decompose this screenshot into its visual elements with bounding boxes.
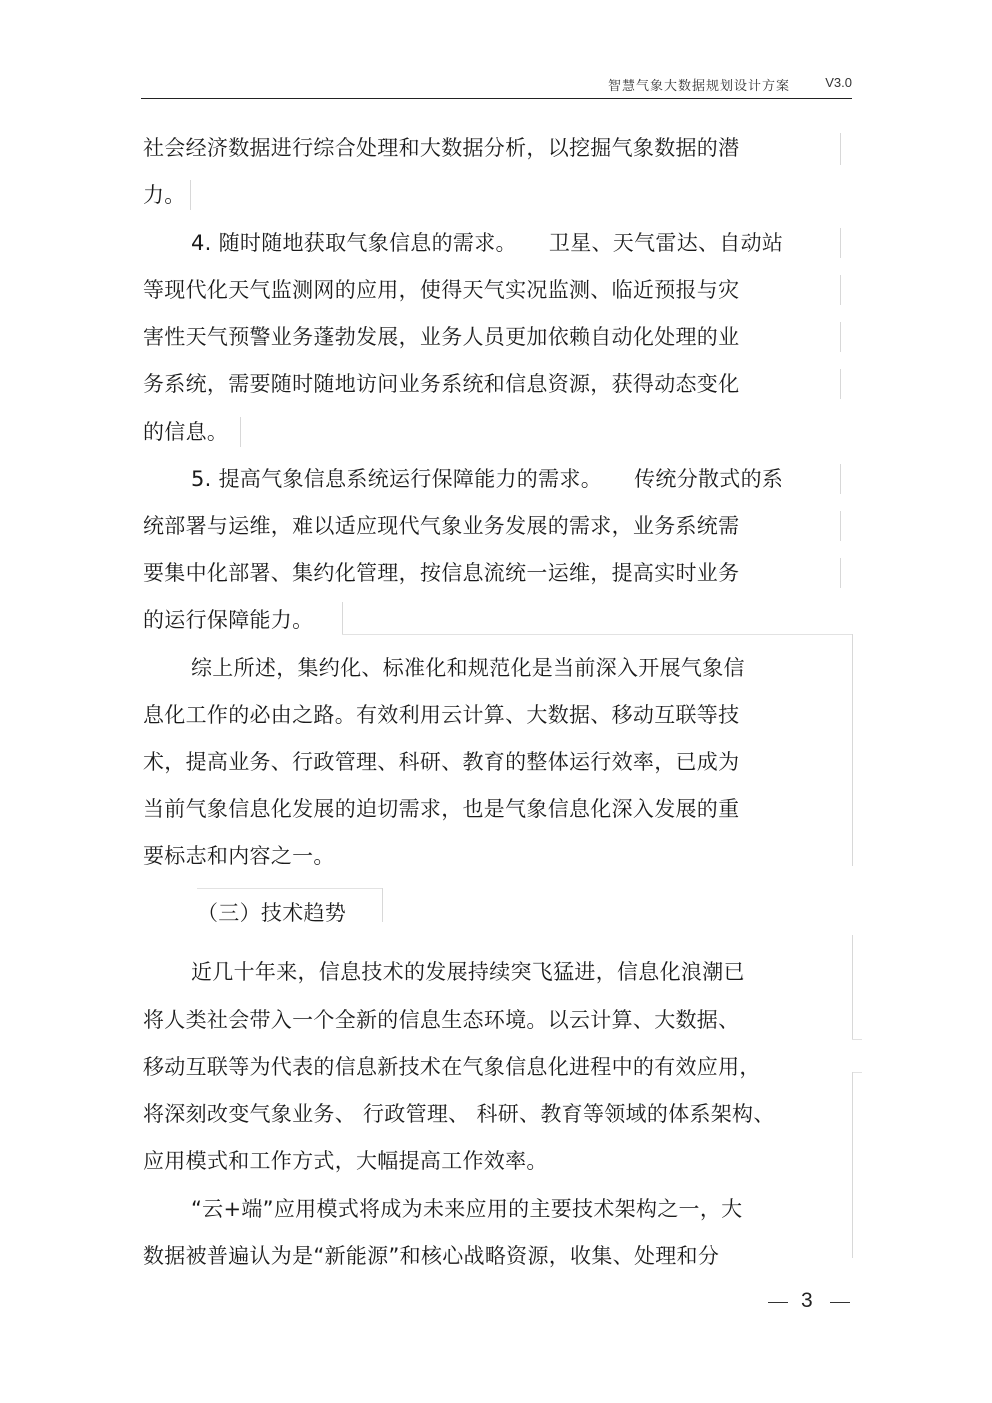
frame-mark xyxy=(840,275,841,305)
text-line: 当前气象信息化发展的迫切需求，也是气象信息化深入发展的重 xyxy=(143,797,740,821)
frame-mark xyxy=(840,228,841,258)
text-line: 数据被普遍认为是“新能源”和核心战略资源，收集、处理和分 xyxy=(143,1244,720,1268)
text-line: 的信息。 xyxy=(143,420,229,444)
frame-mark xyxy=(840,464,841,494)
text-line: 要集中化部署、集约化管理，按信息流统一运维，提高实时业务 xyxy=(143,561,740,585)
document-version: V3.0 xyxy=(825,75,852,90)
frame-mark xyxy=(382,888,383,922)
frame-mark xyxy=(852,1072,853,1258)
dash-right xyxy=(830,1302,850,1303)
text-line: 力。 xyxy=(143,183,186,207)
text-line: 社会经济数据进行综合处理和大数据分析，以挖掘气象数据的潜 xyxy=(143,136,740,160)
frame-mark xyxy=(190,180,191,210)
text-line: 等现代化天气监测网的应用，使得天气实况监测、临近预报与灾 xyxy=(143,278,740,302)
frame-mark xyxy=(840,322,841,352)
text-line: “云+端”应用模式将成为未来应用的主要技术架构之一，大 xyxy=(191,1197,743,1221)
section-heading: （三）技术趋势 xyxy=(197,901,347,925)
text-line: 将人类社会带入一个全新的信息生态环境。以云计算、大数据、 xyxy=(143,1008,740,1032)
frame-mark xyxy=(852,1039,862,1040)
frame-mark xyxy=(840,511,841,541)
page-header xyxy=(0,70,852,94)
document-title: 智慧气象大数据规划设计方案 xyxy=(607,79,790,94)
page-number-value: 3 xyxy=(801,1289,813,1312)
text-line: 近几十年来，信息技术的发展持续突飞猛进，信息化浪潮已 xyxy=(191,960,745,984)
text-line: 息化工作的必由之路。有效利用云计算、大数据、移动互联等技 xyxy=(143,703,740,727)
frame-mark xyxy=(240,417,241,447)
text-line: 5. 提高气象信息系统运行保障能力的需求。 传统分散式的系 xyxy=(191,467,784,491)
frame-mark xyxy=(840,133,841,165)
text-line: 应用模式和工作方式，大幅提高工作效率。 xyxy=(143,1149,548,1173)
frame-mark xyxy=(840,369,841,399)
text-line: 要标志和内容之一。 xyxy=(143,844,335,868)
text-line: 的运行保障能力。 xyxy=(143,608,314,632)
frame-mark xyxy=(852,935,853,1039)
frame-mark xyxy=(342,602,343,634)
frame-mark xyxy=(197,888,382,889)
text-line: 4. 随时随地获取气象信息的需求。 卫星、天气雷达、自动站 xyxy=(191,231,784,255)
text-line: 务系统，需要随时随地访问业务系统和信息资源，获得动态变化 xyxy=(143,372,740,396)
text-line: 害性天气预警业务蓬勃发展，业务人员更加依赖自动化处理的业 xyxy=(143,325,740,349)
frame-mark xyxy=(840,558,841,588)
dash-left xyxy=(768,1302,788,1303)
page-number xyxy=(768,1289,858,1315)
text-line: 将深刻改变气象业务、 行政管理、 科研、教育等领域的体系架构、 xyxy=(143,1102,775,1126)
text-line: 移动互联等为代表的信息新技术在气象信息化进程中的有效应用， xyxy=(143,1055,761,1079)
text-line: 统部署与运维，难以适应现代气象业务发展的需求，业务系统需 xyxy=(143,514,740,538)
frame-mark xyxy=(852,634,853,866)
header-rule xyxy=(141,98,852,99)
frame-mark xyxy=(852,1072,862,1073)
text-line: 综上所述，集约化、标准化和规范化是当前深入开展气象信 xyxy=(191,656,745,680)
text-line: 术，提高业务、行政管理、科研、教育的整体运行效率，已成为 xyxy=(143,750,740,774)
frame-mark xyxy=(342,634,852,635)
